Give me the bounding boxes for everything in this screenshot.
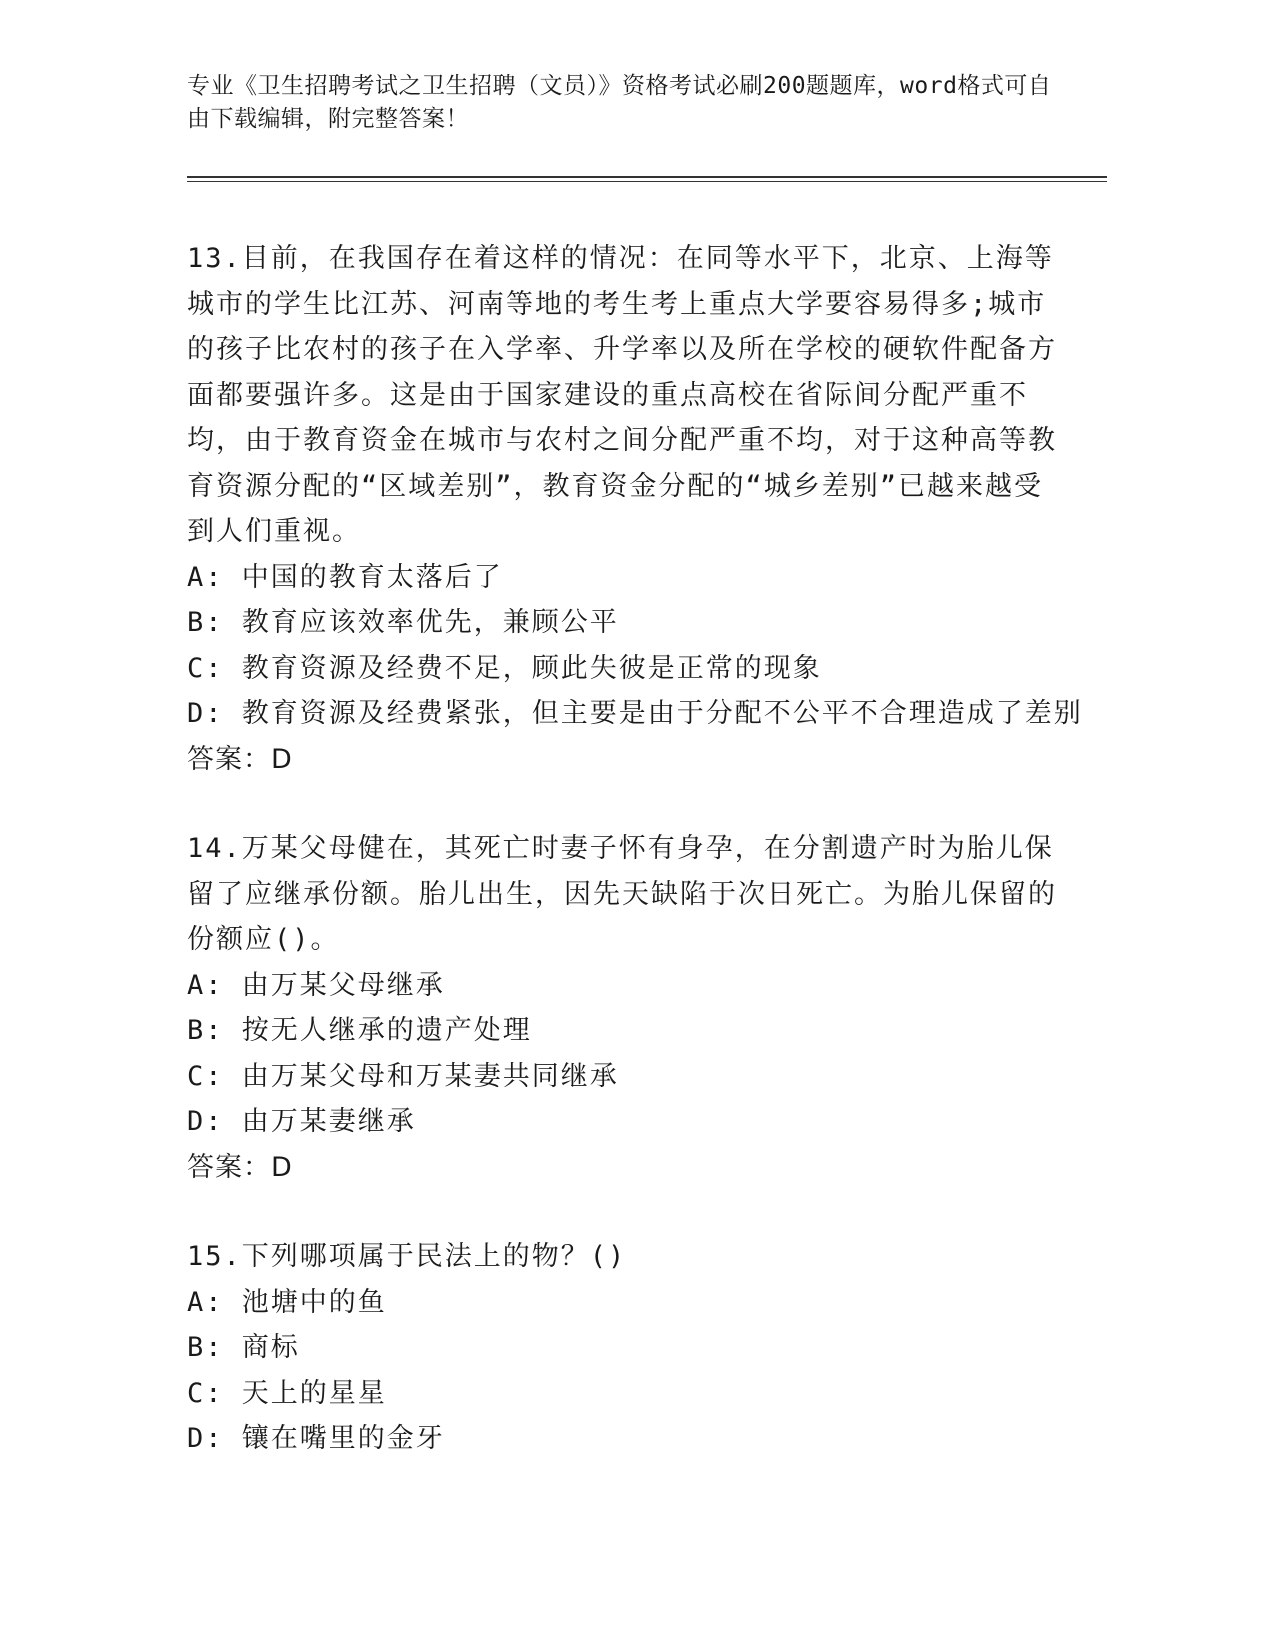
question-15 bbox=[187, 1234, 1107, 1462]
question-stem: 13.目前，在我国存在着这样的情况：在同等水平下，北京、上海等城市的学生比江苏、河南等地的考生考上重点大学要容易得多;城市的孩子比农村的孩子在入学率、升学率以及所在学校的硬软件配备方面都要强许多。这是由于国家建设的重点高校在省际间分配严重不均，由于教育资金在城市与农村之间分配严重不均，对于这种高等教育资源分配的“区域差别”，教育资金分配的“城乡差别”已越来越受到人们重视。 bbox=[187, 243, 1057, 547]
option-a: A: 池塘中的鱼 bbox=[187, 1286, 387, 1318]
question-14 bbox=[187, 826, 1107, 1190]
option-c: C: 由万某父母和万某妻共同继承 bbox=[187, 1060, 619, 1092]
question-stem: 15.下列哪项属于民法上的物？() bbox=[187, 1241, 627, 1272]
header-divider bbox=[187, 176, 1107, 182]
document-page bbox=[187, 70, 1107, 1462]
option-b: B: 商标 bbox=[187, 1332, 300, 1363]
option-a: A: 中国的教育太落后了 bbox=[187, 561, 503, 593]
document-header: 专业《卫生招聘考试之卫生招聘（文员）》资格考试必刷200题题库，word格式可自由下载编辑，附完整答案！ bbox=[187, 73, 1052, 132]
question-stem: 14.万某父母健在，其死亡时妻子怀有身孕，在分割遗产时为胎儿保留了应继承份额。胎儿出生，因先天缺陷于次日死亡。为胎儿保留的份额应()。 bbox=[187, 833, 1057, 955]
option-d: D: 教育资源及经费紧张，但主要是由于分配不公平不合理造成了差别 bbox=[187, 698, 1083, 729]
option-d: D: 镶在嘴里的金牙 bbox=[187, 1423, 445, 1454]
option-c: C: 天上的星星 bbox=[187, 1377, 387, 1409]
option-a: A: 由万某父母继承 bbox=[187, 969, 445, 1001]
option-b: B: 教育应该效率优先，兼顾公平 bbox=[187, 607, 619, 638]
question-13 bbox=[187, 236, 1107, 782]
option-d: D: 由万某妻继承 bbox=[187, 1106, 416, 1137]
answer-line: 答案：D bbox=[187, 1151, 293, 1183]
option-b: B: 按无人继承的遗产处理 bbox=[187, 1015, 532, 1046]
option-c: C: 教育资源及经费不足，顾此失彼是正常的现象 bbox=[187, 652, 822, 684]
answer-line: 答案：D bbox=[187, 743, 293, 775]
